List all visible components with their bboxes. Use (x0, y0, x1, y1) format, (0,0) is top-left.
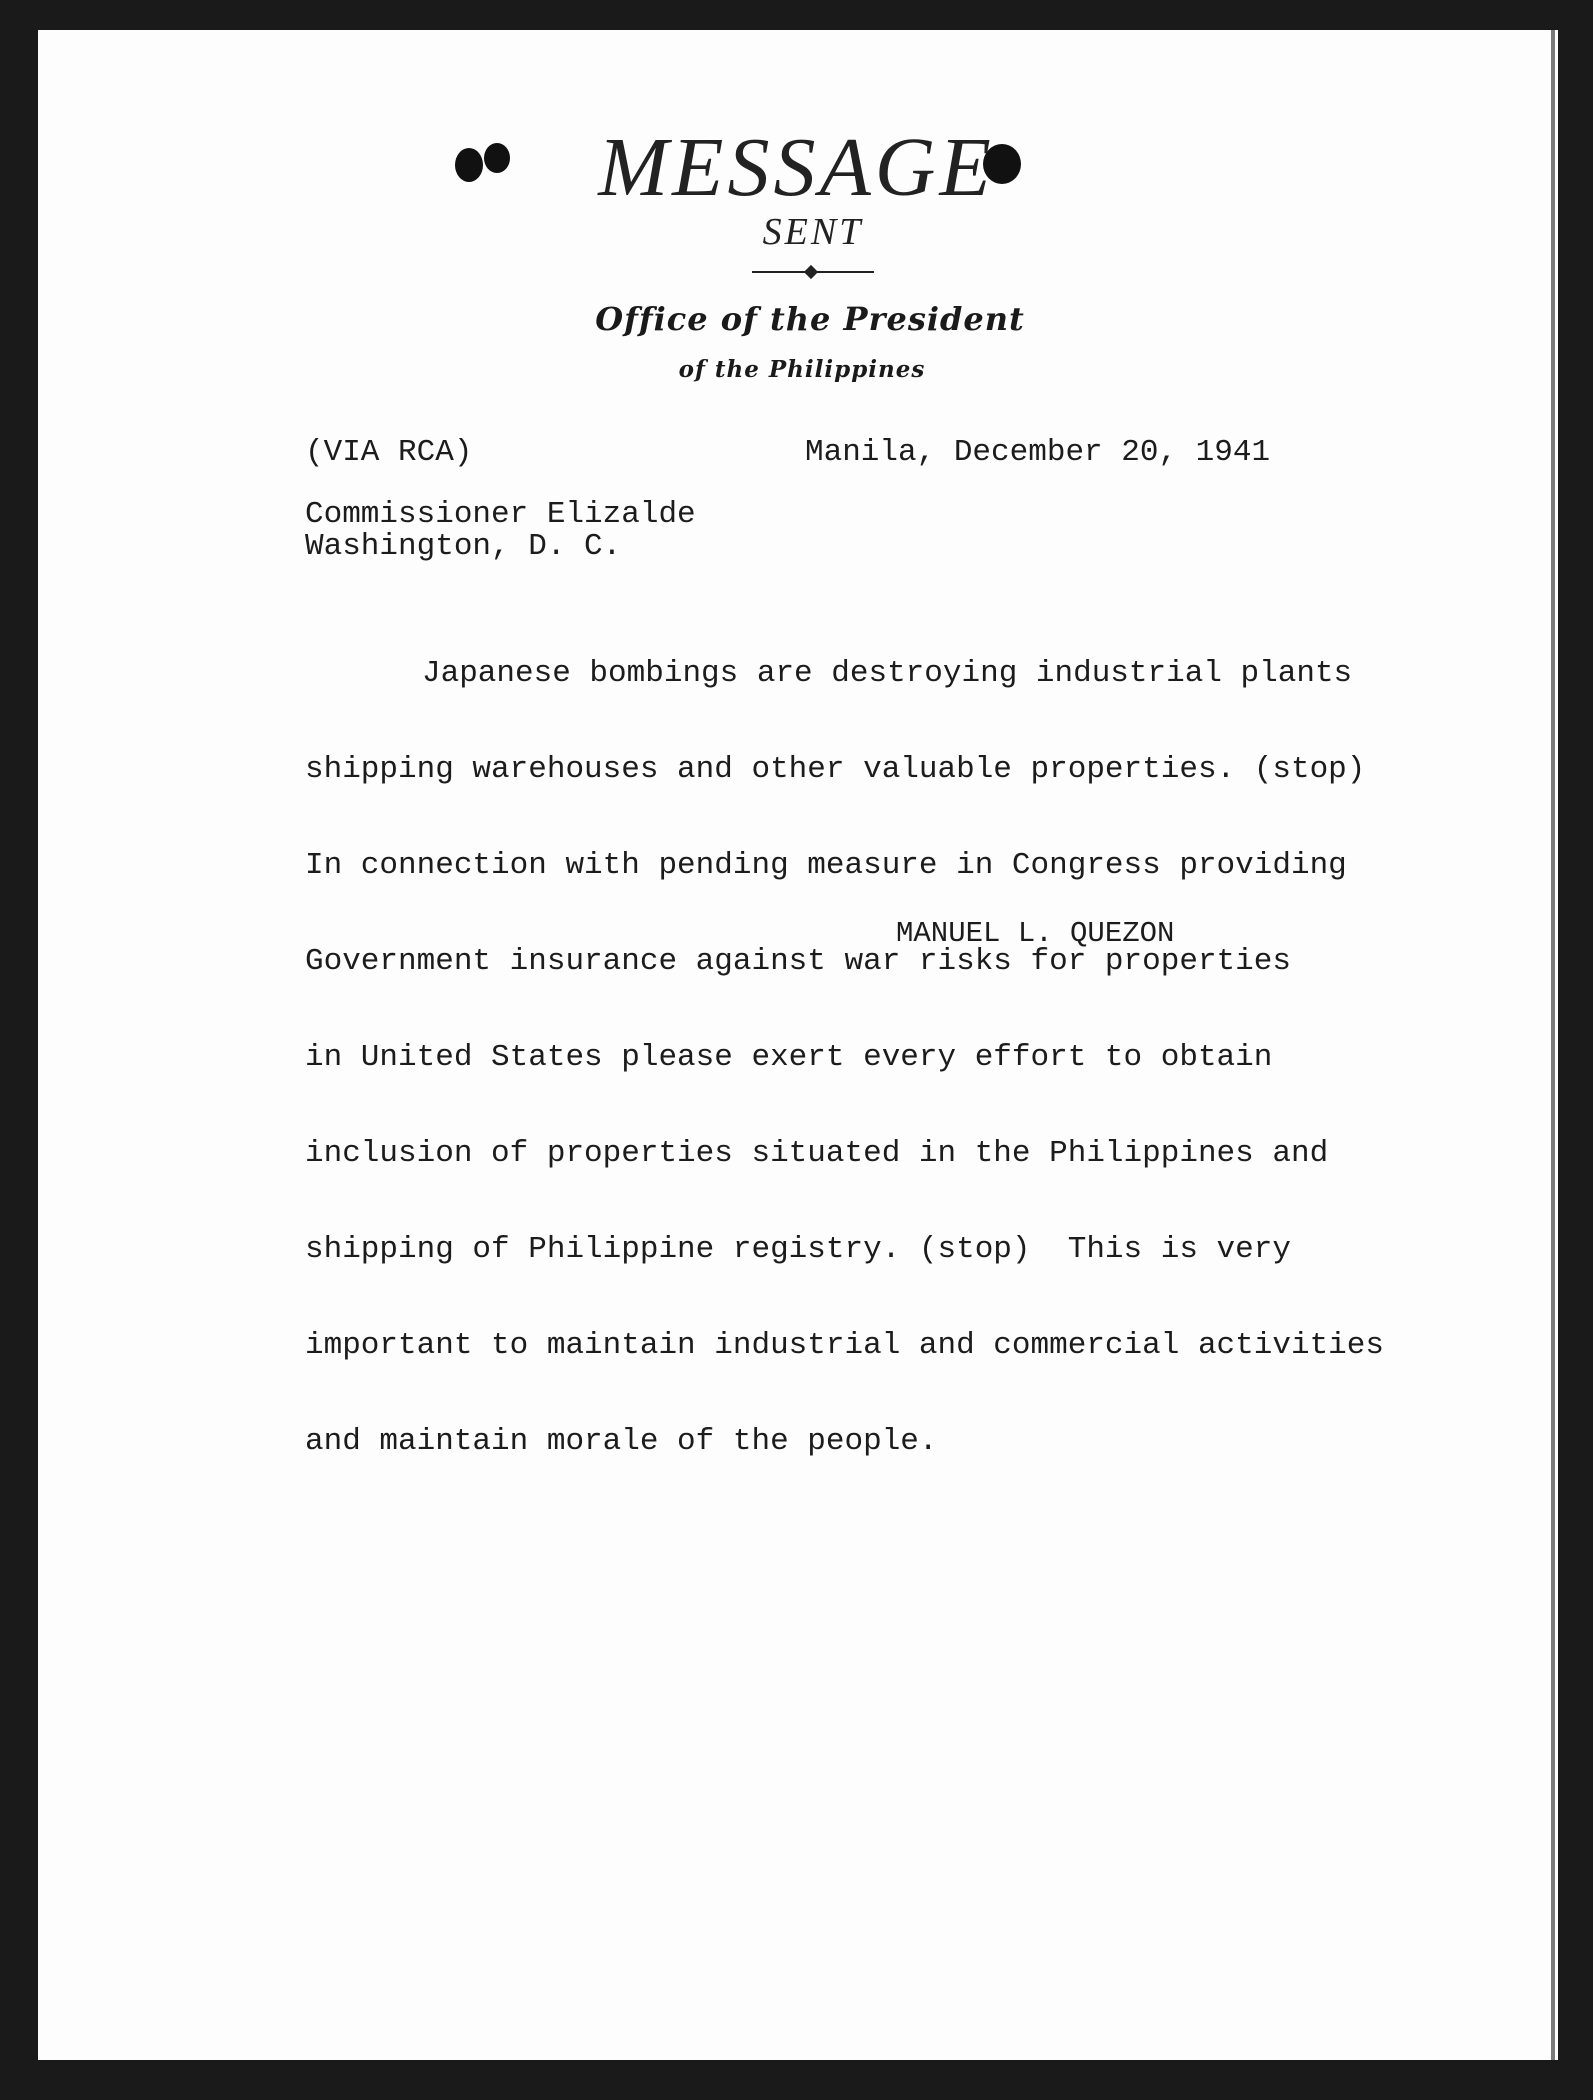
body-line: In connection with pending measure in Congress providing (305, 848, 1347, 883)
body-line: Government insurance against war risks for properties (305, 944, 1291, 979)
body-line: in United States please exert every effort to obtain (305, 1040, 1273, 1075)
body-line: shipping of Philippine registry. (stop) This is very (305, 1232, 1291, 1267)
letterhead-subtitle: SENT (762, 211, 864, 253)
body-line: important to maintain industrial and commercial activities (305, 1328, 1384, 1363)
addressee-line-2: Washington, D. C. (305, 529, 622, 564)
body-line: inclusion of properties situated in the Philippines and (305, 1136, 1329, 1171)
office-line-1: Office of the President (595, 300, 1025, 338)
office-line-2: of the Philippines (678, 356, 926, 383)
body-line: Japanese bombings are destroying industrial plants (422, 656, 1353, 691)
message-body (305, 594, 1384, 1490)
place-date: Manila, December 20, 1941 (805, 435, 1271, 470)
letterhead-title: MESSAGE (598, 121, 995, 214)
addressee-line-1: Commissioner Elizalde (305, 497, 696, 532)
body-line: shipping warehouses and other valuable properties. (stop) (305, 752, 1366, 787)
body-line: and maintain morale of the people. (305, 1424, 938, 1459)
signature: MANUEL L. QUEZON (896, 917, 1175, 950)
routing-note: (VIA RCA) (305, 435, 473, 470)
